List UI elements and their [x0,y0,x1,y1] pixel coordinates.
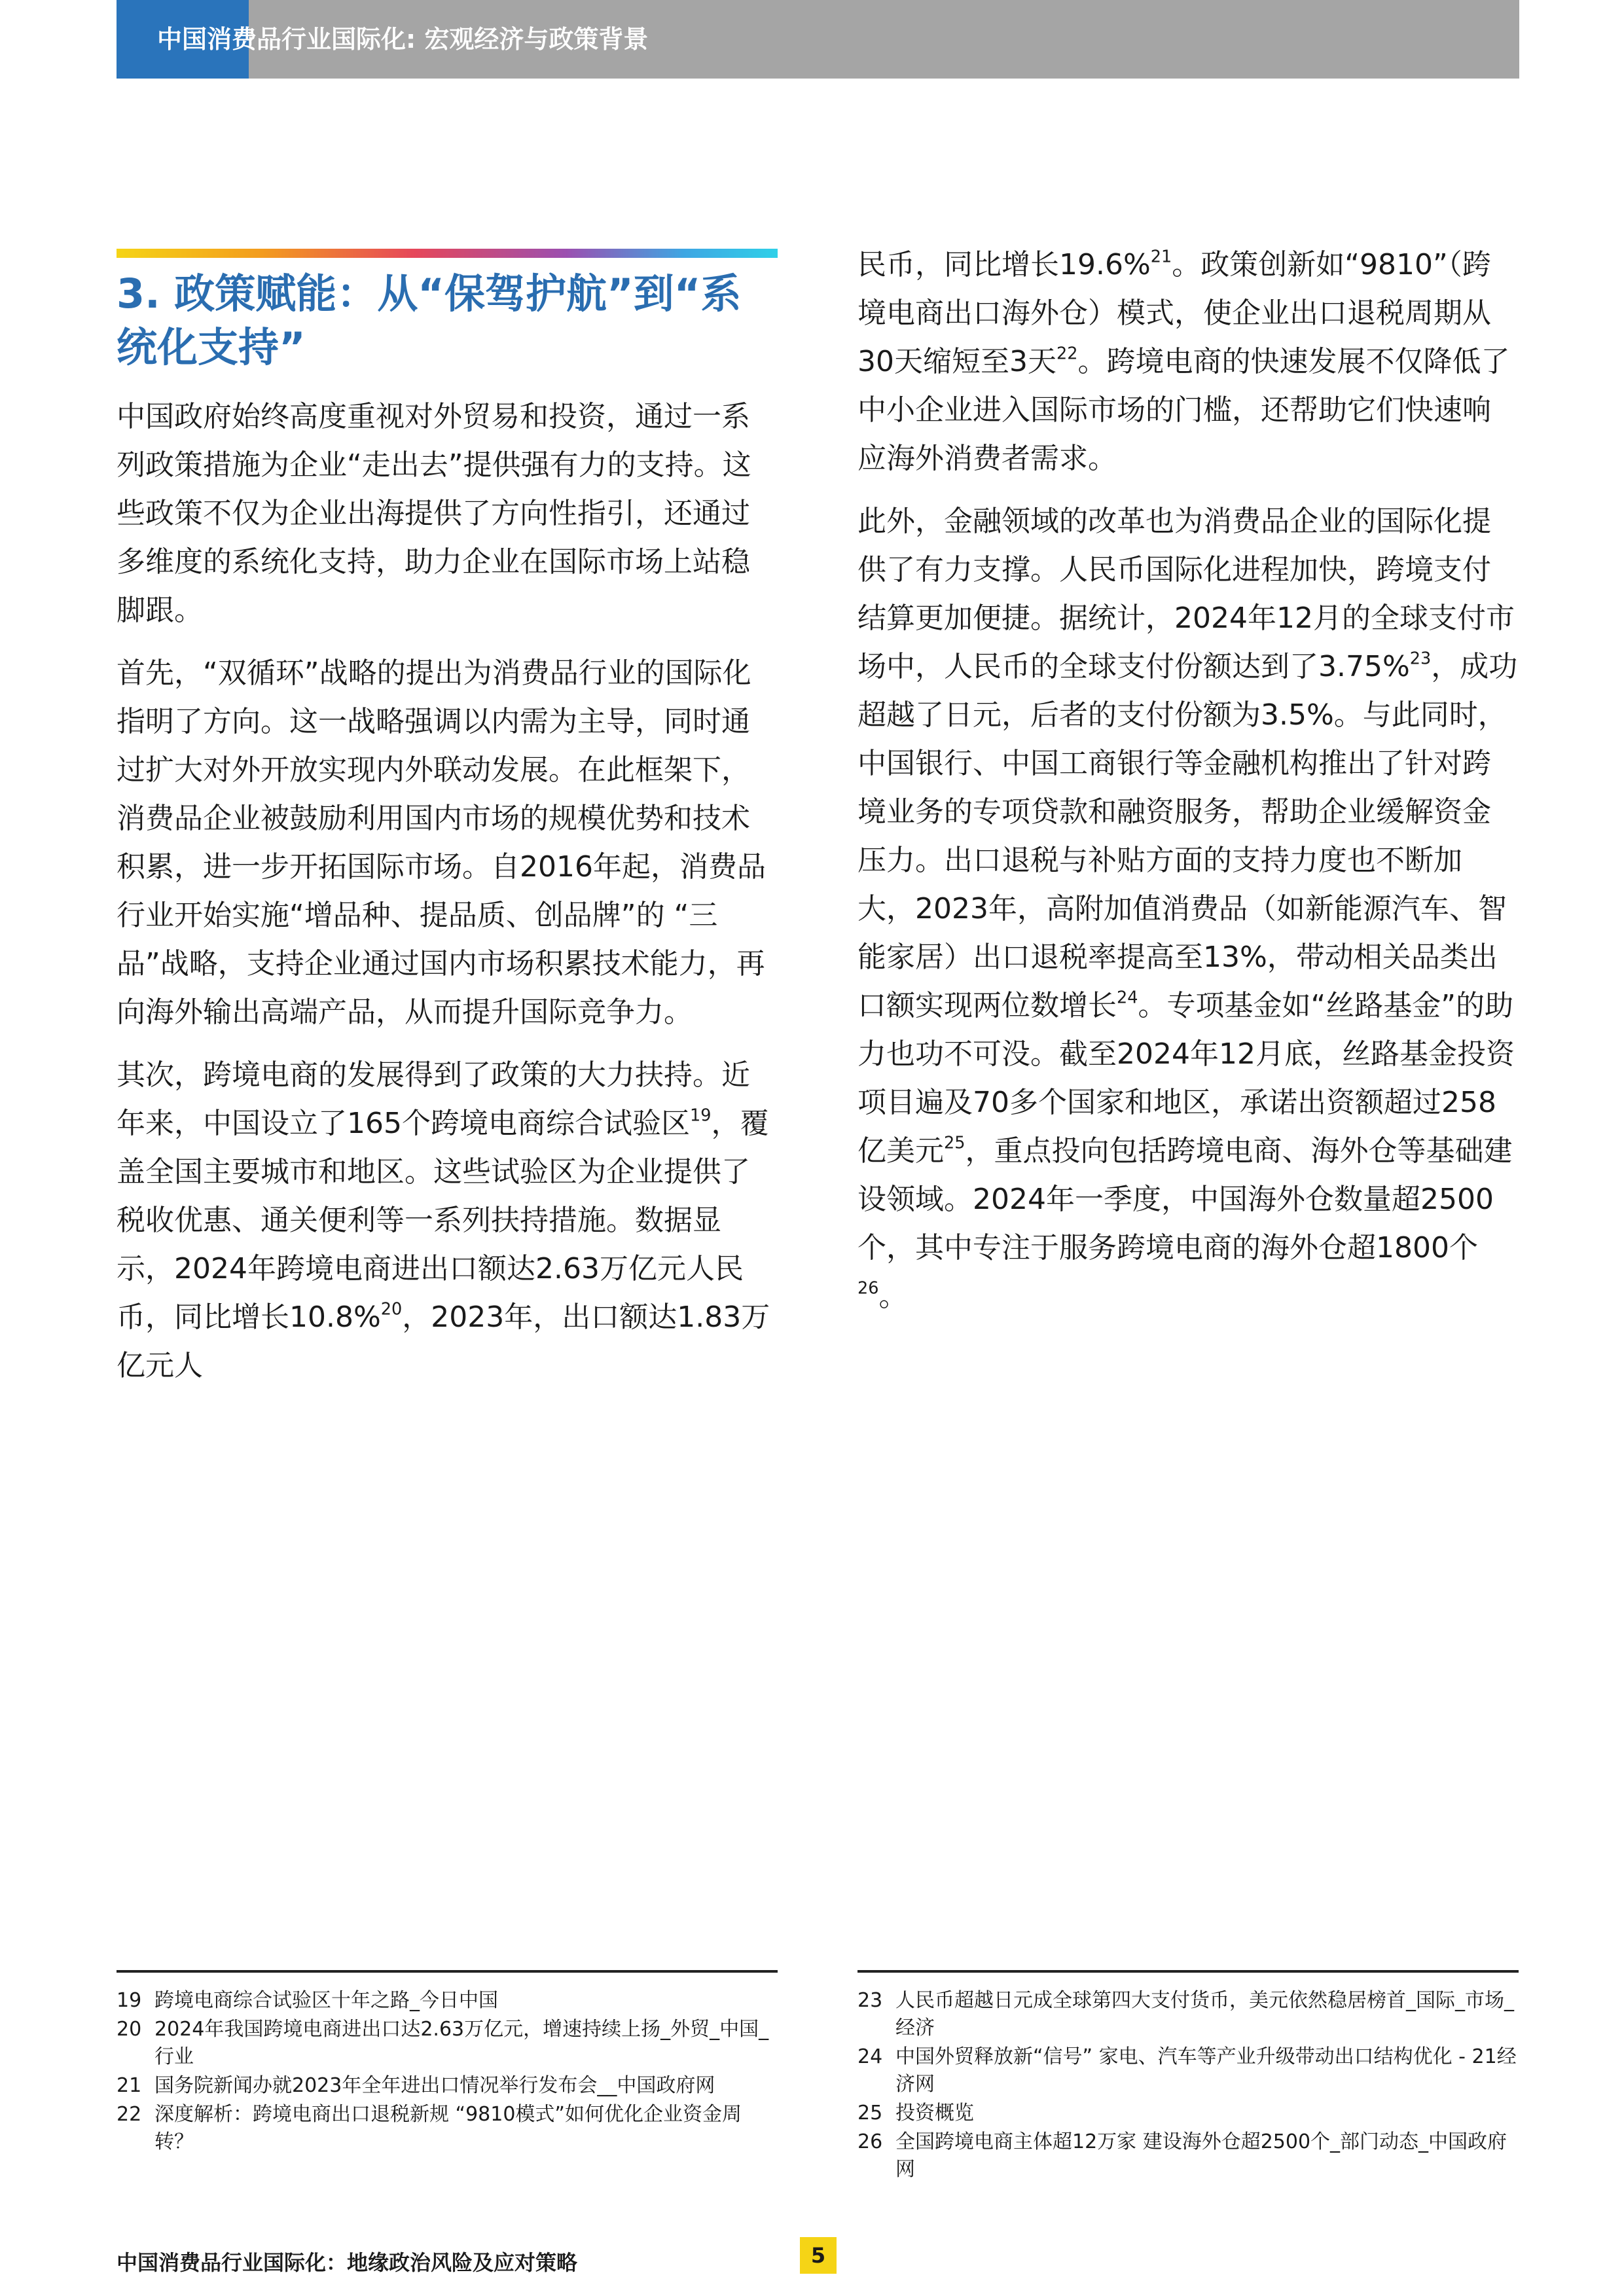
footnote-number: 20 [117,2018,142,2041]
footnote-ref-22[interactable]: 22 [1056,344,1078,364]
footnote-text[interactable]: 跨境电商综合试验区十年之路_今日中国 [154,1989,498,2012]
footnote-ref-21[interactable]: 21 [1150,247,1172,267]
footnote-text[interactable]: 全国跨境电商主体超12万家 建设海外仓超2500个_部门动态_中国政府网 [895,2130,1507,2181]
text-run: ，2023年，出口额达1.83万亿元人 [117,1300,770,1382]
footer-report-title: 中国消费品行业国际化：地缘政治风险及应对策略 [117,2250,578,2275]
text-run: ，覆盖全国主要城市和地区。这些试验区为企业提供了税收优惠、通关便利等一系列扶持措施。数据显示，2024年跨境电商进出口额达2.63万亿元人民币，同比增长10.8% [117,1107,769,1334]
footnote-number: 21 [117,2074,142,2097]
page-number: 5 [800,2237,837,2274]
left-paragraph-3 [117,1051,778,1390]
footnote-number: 23 [857,1989,883,2012]
footnote-ref-26[interactable]: 26 [857,1278,879,1299]
section-gradient-rule [117,249,778,258]
footnote-number: 22 [117,2103,142,2126]
footnote-item[interactable] [117,2101,778,2156]
footnote-text[interactable]: 中国外贸释放新“信号” 家电、汽车等产业升级带动出口结构优化 - 21经济网 [895,2045,1517,2096]
footnote-divider-left [117,1970,778,1973]
left-paragraph-1: 中国政府始终高度重视对外贸易和投资，通过一系列政策措施为企业“走出去”提供强有力的支持。这些政策不仅为企业出海提供了方向性指引，还通过多维度的系统化支持，助力企业在国际市场上站稳脚跟。 [117,400,751,627]
footnote-ref-24[interactable]: 24 [1117,988,1138,1008]
text-run: 其次，跨境电商的发展得到了政策的大力扶持。近年来，中国设立了165个跨境电商综合试验区 [117,1058,750,1140]
left-column [117,393,778,1390]
footnote-item[interactable] [857,2043,1519,2098]
footnote-ref-23[interactable]: 23 [1409,649,1432,669]
footnote-number: 19 [117,1989,142,2012]
footnote-ref-25[interactable]: 25 [944,1133,965,1153]
text-run: ，重点投向包括跨境电商、海外仓等基础建设领域。2024年一季度，中国海外仓数量超2500个，其中专注于服务跨境电商的海外仓超1800个 [857,1134,1513,1265]
footnote-item[interactable] [857,2100,1519,2127]
section-heading: 3. 政策赋能：从“保驾护航”到“系统化支持” [117,270,742,371]
text-run: 。政策创新如“9810”（跨境电商出口海外仓）模式，使企业出口退税周期从30天缩短至3天 [857,248,1491,378]
text-run: 此外，金融领域的改革也为消费品企业的国际化提供了有力支撑。人民币国际化进程加快，跨境支付结算更加便捷。据统计，2024年12月的全球支付市场中，人民币的全球支付份额达到了3.75% [857,505,1515,683]
footnote-text[interactable]: 2024年我国跨境电商进出口达2.63万亿元，增速持续上扬_外贸_中国_行业 [154,2018,769,2068]
left-paragraph-2: 首先，“双循环”战略的提出为消费品行业的国际化指明了方向。这一战略强调以内需为主导，同时通过扩大对外开放实现内外联动发展。在此框架下，消费品企业被鼓励利用国内市场的规模优势和技术积累，进一步开拓国际市场。自2016年起，消费品行业开始实施“增品种、提品质、创品牌”的 “三品”战略，支持企业通过国内市场积累技术能力，再向海外输出高端产品，从而提升国际竞争力。 [117,656,766,1029]
text-run: 。跨境电商的快速发展不仅降低了中小企业进入国际市场的门槛，还帮助它们快速响应海外消费者需求。 [857,345,1510,475]
footnote-item[interactable] [117,1987,778,2015]
footnote-ref-20[interactable]: 20 [380,1299,403,1319]
footnote-text[interactable]: 国务院新闻办就2023年全年进出口情况举行发布会__中国政府网 [154,2074,715,2097]
footnote-item[interactable] [857,1987,1519,2042]
footnote-divider-right [857,1970,1519,1973]
footnote-number: 26 [857,2130,883,2153]
text-run: 民币，同比增长19.6% [857,248,1151,281]
text-run: ，成功超越了日元，后者的支付份额为3.5%。与此同时，中国银行、中国工商银行等金融机构推出了针对跨境业务的专项贷款和融资服务，帮助企业缓解资金压力。出口退税与补贴方面的支持力度也不断加大，2023年，高附加值消费品（如新能源汽车、智能家居）出口退税率提高至13%，带动相关品类出口额实现两位数增长 [857,650,1518,1022]
footnote-text[interactable]: 深度解析：跨境电商出口退税新规 “9810模式”如何优化企业资金周转？ [154,2103,742,2153]
footnote-item[interactable] [117,2016,778,2071]
footnote-number: 24 [857,2045,883,2068]
footnote-number: 25 [857,2102,883,2125]
footnote-text[interactable]: 投资概览 [895,2102,974,2125]
text-run: 。专项基金如“丝路基金”的助力也功不可没。截至2024年12月底，丝路基金投资项目遍及70多个国家和地区，承诺出资额超过258亿美元 [857,989,1515,1168]
footnotes-right [857,1987,1519,2185]
footnote-ref-19[interactable]: 19 [689,1105,712,1126]
footnote-item[interactable] [857,2128,1519,2183]
right-paragraph-1 [857,241,1519,483]
header-title: 中国消费品行业国际化: 宏观经济与政策背景 [157,25,649,54]
footnote-text[interactable]: 人民币超越日元成全球第四大支付货币，美元依然稳居榜首_国际_市场_经济 [895,1989,1514,2039]
footnote-item[interactable] [117,2072,778,2100]
footnotes-left [117,1987,778,2157]
text-run: 。 [878,1280,908,1313]
right-column [857,241,1519,1321]
right-paragraph-2 [857,497,1519,1321]
